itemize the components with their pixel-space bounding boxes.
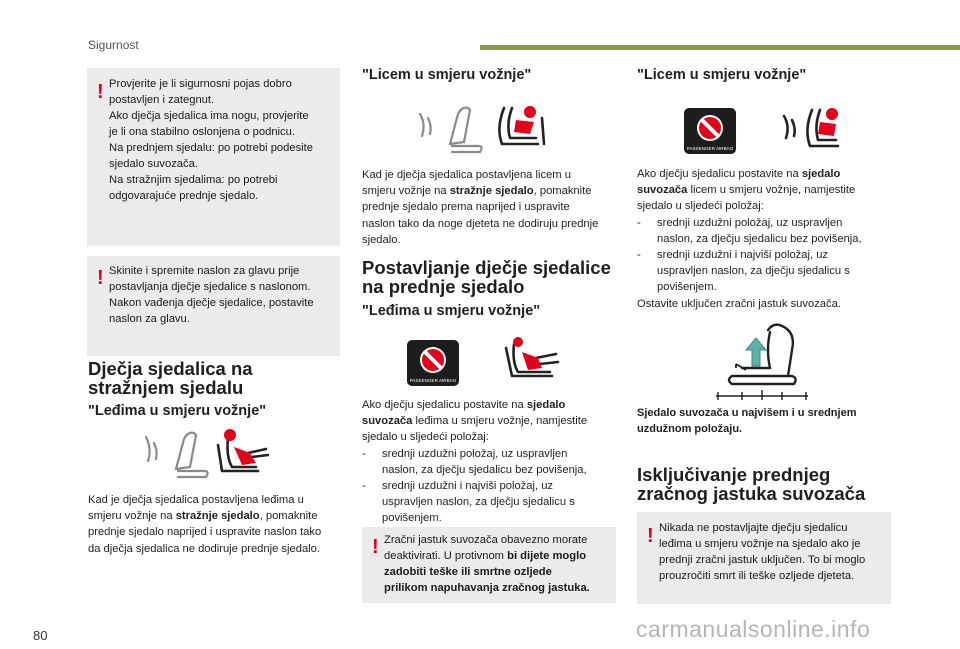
warning-icon: ! <box>97 81 104 103</box>
list-item: - srednji uzdužni položaj, uz uspravljen <box>637 216 843 229</box>
warning-note-4: ! Nikada ne postavljajte dječju sjedalicu leđima u smjeru vožnje na sjedalo ako je prednji zračni jastuk uključen. To bi moglo prouzročiti smrt ili teške ozljede djeteta. <box>637 512 891 604</box>
forward-facing-paragraph: Kad je dječja sjedalica postavljena licem u smjeru vožnje na stražnje sjedalo, pomaknite prednje sjedalo prema naprijed i uspravite naslon tako da noge djeteta ne dodiruju prednje sjedalo. <box>362 169 599 246</box>
airbag-label-text: PASSENGER AIRBAG <box>409 378 457 383</box>
warning-icon: ! <box>97 267 104 289</box>
airbag-label-text: PASSENGER AIRBAG <box>686 146 734 151</box>
rear-facing-subheading: "Leđima u smjeru vožnje" <box>88 403 267 419</box>
section-title: Sigurnost <box>88 38 139 52</box>
note-line: Ako dječja sjedalica ima nogu, provjerite <box>109 110 309 122</box>
airbag-deactivation-heading: Isključivanje prednjeg zračnog jastuka suvozača <box>637 464 866 504</box>
note-line: sjedalo suvozača. <box>109 158 198 170</box>
note-line: Nakon vađenja dječje sjedalice, postavite <box>109 297 314 309</box>
note-line: Skinite i spremite naslon za glavu prije <box>109 265 300 277</box>
front-rear-facing-paragraph: Ako dječju sjedalicu postavite na sjedalo suvozača leđima u smjeru vožnje, namjestite sjedalo u sljedeći položaj: - srednji uzdužni položaj, uz uspravljen naslon, za dječju sjedalicu bez povišenja, - srednji uzdužni i najviši položaj, uz uspravljen naslon, za dječju sjedalicu s povišenjem. <box>362 397 624 527</box>
forward-facing-subheading: "Licem u smjeru vožnje" <box>362 67 532 83</box>
airbag-label-icon <box>407 340 459 386</box>
airbag-label-icon <box>684 108 736 154</box>
front-forward-facing-paragraph: Ako dječju sjedalicu postavite na sjedalo suvozača licem u smjeru vožnje, namjestite sjedalo u sljedeći položaj: - srednji uzdužni položaj, uz uspravljen naslon, za dječju sjedalicu bez povišenja, - srednji uzdužni i najviši položaj, uz uspravljen naslon, za dječju sjedalicu s povišenjem. Ostavite uključen zračni jastuk suvozača. <box>637 166 899 312</box>
warning-icon: ! <box>372 536 379 558</box>
note-line: Na stražnjim sjedalima: po potrebi <box>109 174 278 186</box>
warning-note-2 <box>87 256 340 356</box>
front-seat-heading: Postavljanje dječje sjedalice na prednje sjedalo <box>362 257 611 297</box>
note-line: Na prednjem sjedalu: po potrebi podesite <box>109 142 313 154</box>
list-item: - srednji uzdužni i najviši položaj, uz <box>637 249 829 262</box>
rear-seat-heading: Dječja sjedalica na stražnjem sjedalu <box>88 358 253 398</box>
seat-position-caption: Sjedalo suvozača u najvišem i u srednjem uzdužnom položaju. <box>637 407 857 435</box>
rear-facing-seat-icon <box>500 338 560 388</box>
warning-note-3: ! Zračni jastuk suvozača obavezno morate deaktivirati. U protivnom bi dijete moglo zadobiti teške ili smrtne ozljede prilikom napuhavanja zračnog jastuka. <box>362 527 616 603</box>
watermark: carmanualsonline.info <box>636 616 871 642</box>
front-forward-facing-subheading: "Licem u smjeru vožnje" <box>637 67 807 83</box>
note-line: je li ona stabilno oslonjena o podnicu. <box>109 126 295 138</box>
front-rear-facing-subheading: "Leđima u smjeru vožnje" <box>362 303 541 319</box>
forward-facing-seat-icon <box>412 104 552 154</box>
list-item: - srednji uzdužni položaj, uz uspravljen <box>362 447 568 460</box>
warning-note-1 <box>87 68 340 246</box>
note-line: postavljen i zategnut. <box>109 94 215 106</box>
seat-position-icon <box>712 320 814 400</box>
note-line: naslon za glavu. <box>109 313 190 325</box>
list-item: - srednji uzdužni i najviši položaj, uz <box>362 480 554 493</box>
forward-facing-seat-icon <box>778 106 844 156</box>
page-number: 80 <box>33 628 48 643</box>
note-line: postavljanja dječje sjedalice s naslonom. <box>109 281 311 293</box>
warning-icon: ! <box>647 525 654 547</box>
rear-facing-paragraph: Kad je dječja sjedalica postavljena leđima u smjeru vožnje na stražnje sjedalo, pomaknite prednje sjedalo naprijed i uspravite naslon tako da dječja sjedalica ne dodiruje prednje sjedalo. <box>88 494 322 555</box>
note-line: odgovarajuće prednje sjedalo. <box>109 190 259 202</box>
note-line: Provjerite je li sigurnosni pojas dobro <box>109 78 292 90</box>
rear-facing-seat-icon <box>140 427 280 487</box>
section-accent-bar <box>480 45 960 50</box>
